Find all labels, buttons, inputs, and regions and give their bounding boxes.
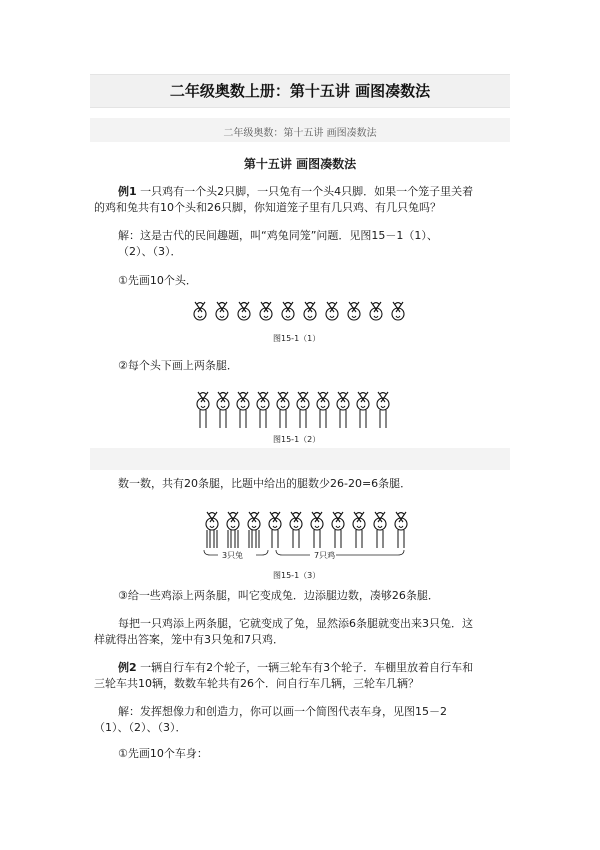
document-body [90, 118, 510, 763]
chicken-with-legs-icon [337, 392, 349, 428]
chicken-head-icon [392, 302, 404, 320]
chicken-with-legs-icon [277, 392, 289, 428]
step2-text: ②每个头下画上两条腿． [118, 359, 238, 372]
chicken-head-icon [238, 302, 250, 320]
example1-solution-line2: （2）、（3）． [118, 245, 182, 258]
page-title: 二年级奥数上册：第十五讲 画图凑数法 [169, 82, 431, 100]
title-bar [90, 74, 510, 108]
chicken-with-legs-icon [297, 392, 309, 428]
rabbit-icon [248, 512, 260, 548]
chicken-head-icon [326, 302, 338, 320]
fig1-caption: 图15-1（1） [273, 334, 321, 343]
example1-solution-line1: 解：这是古代的民间趣题，叫“鸡兔同笼”问题．见图15－1（1）、 [118, 229, 438, 242]
step3-text: ③给一些鸡添上两条腿，叫它变成兔．边添腿边数，凑够26条腿． [118, 589, 439, 602]
chicken-with-legs-icon [377, 392, 389, 428]
chicken-head-icon [260, 302, 272, 320]
count-text: 数一数，共有20条腿，比题中给出的腿数少26-20=6条腿． [118, 477, 412, 490]
rabbit-icon [227, 512, 239, 548]
chicken-icon [332, 512, 344, 548]
example2-text1: 一辆自行车有2个轮子，一辆三轮车有3个轮子．车棚里放着自行车和 [140, 661, 474, 674]
chicken-with-legs-icon [317, 392, 329, 428]
figure-heads [190, 298, 410, 330]
example2-solution-line2: （1）、（2）、（3）． [94, 721, 187, 734]
example2-solution-line1: 解：发挥想像力和创造力，你可以画一个简图代表车身，见图15－2 [118, 705, 447, 718]
example2-label: 例2 [118, 661, 137, 674]
chicken-head-icon [304, 302, 316, 320]
figure-heads-with-legs [195, 390, 415, 436]
explanation-line2: 样就得出答案，笼中有3只兔和7只鸡． [94, 633, 284, 646]
example1-text1: 一只鸡有一个头2只脚，一只兔有一个头4只脚．如果一个笼子里关着 [140, 185, 474, 198]
chicken-icon [374, 512, 386, 548]
chicken-icon [269, 512, 281, 548]
chicken-icon [395, 512, 407, 548]
example1-line1 [118, 184, 473, 200]
rabbit-icon [206, 512, 218, 548]
chicken-head-icon [194, 302, 206, 320]
example1-label: 例1 [118, 185, 137, 198]
chicken-with-legs-icon [237, 392, 249, 428]
chicken-head-icon [348, 302, 360, 320]
chicken-head-icon [370, 302, 382, 320]
chicken-icon [311, 512, 323, 548]
step1-text: ①先画10个头． [118, 274, 197, 287]
label-3-rabbits: 3只兔 [222, 551, 244, 560]
chicken-head-icon [216, 302, 228, 320]
page-break-band [90, 448, 510, 470]
subheader: 二年级奥数：第十五讲 画图凑数法 [223, 128, 377, 139]
example2-step1: ①先画10个车身： [118, 747, 208, 760]
chicken-with-legs-icon [357, 392, 369, 428]
chicken-with-legs-icon [257, 392, 269, 428]
chicken-icon [290, 512, 302, 548]
chicken-icon [353, 512, 365, 548]
example2-line2: 三轮车共10辆，数数车轮共有26个．问自行车几辆，三轮车几辆？ [94, 677, 419, 690]
example1-line2: 的鸡和兔共有10个头和26只脚，你知道笼子里有几只鸡、有几只兔吗？ [94, 201, 441, 214]
lesson-heading: 第十五讲 画图凑数法 [243, 157, 357, 171]
fig2-caption: 图15-1（2） [273, 435, 321, 444]
explanation-line1: 每把一只鸡添上两条腿，它就变成了兔，显然添6条腿就变出来3只兔．这 [118, 617, 473, 630]
chicken-with-legs-icon [197, 392, 209, 428]
example2-line1 [118, 660, 473, 676]
label-7-chickens: 7只鸡 [314, 551, 336, 560]
fig3-caption: 图15-1（3） [273, 571, 321, 580]
chicken-with-legs-icon [217, 392, 229, 428]
chicken-head-icon [282, 302, 294, 320]
